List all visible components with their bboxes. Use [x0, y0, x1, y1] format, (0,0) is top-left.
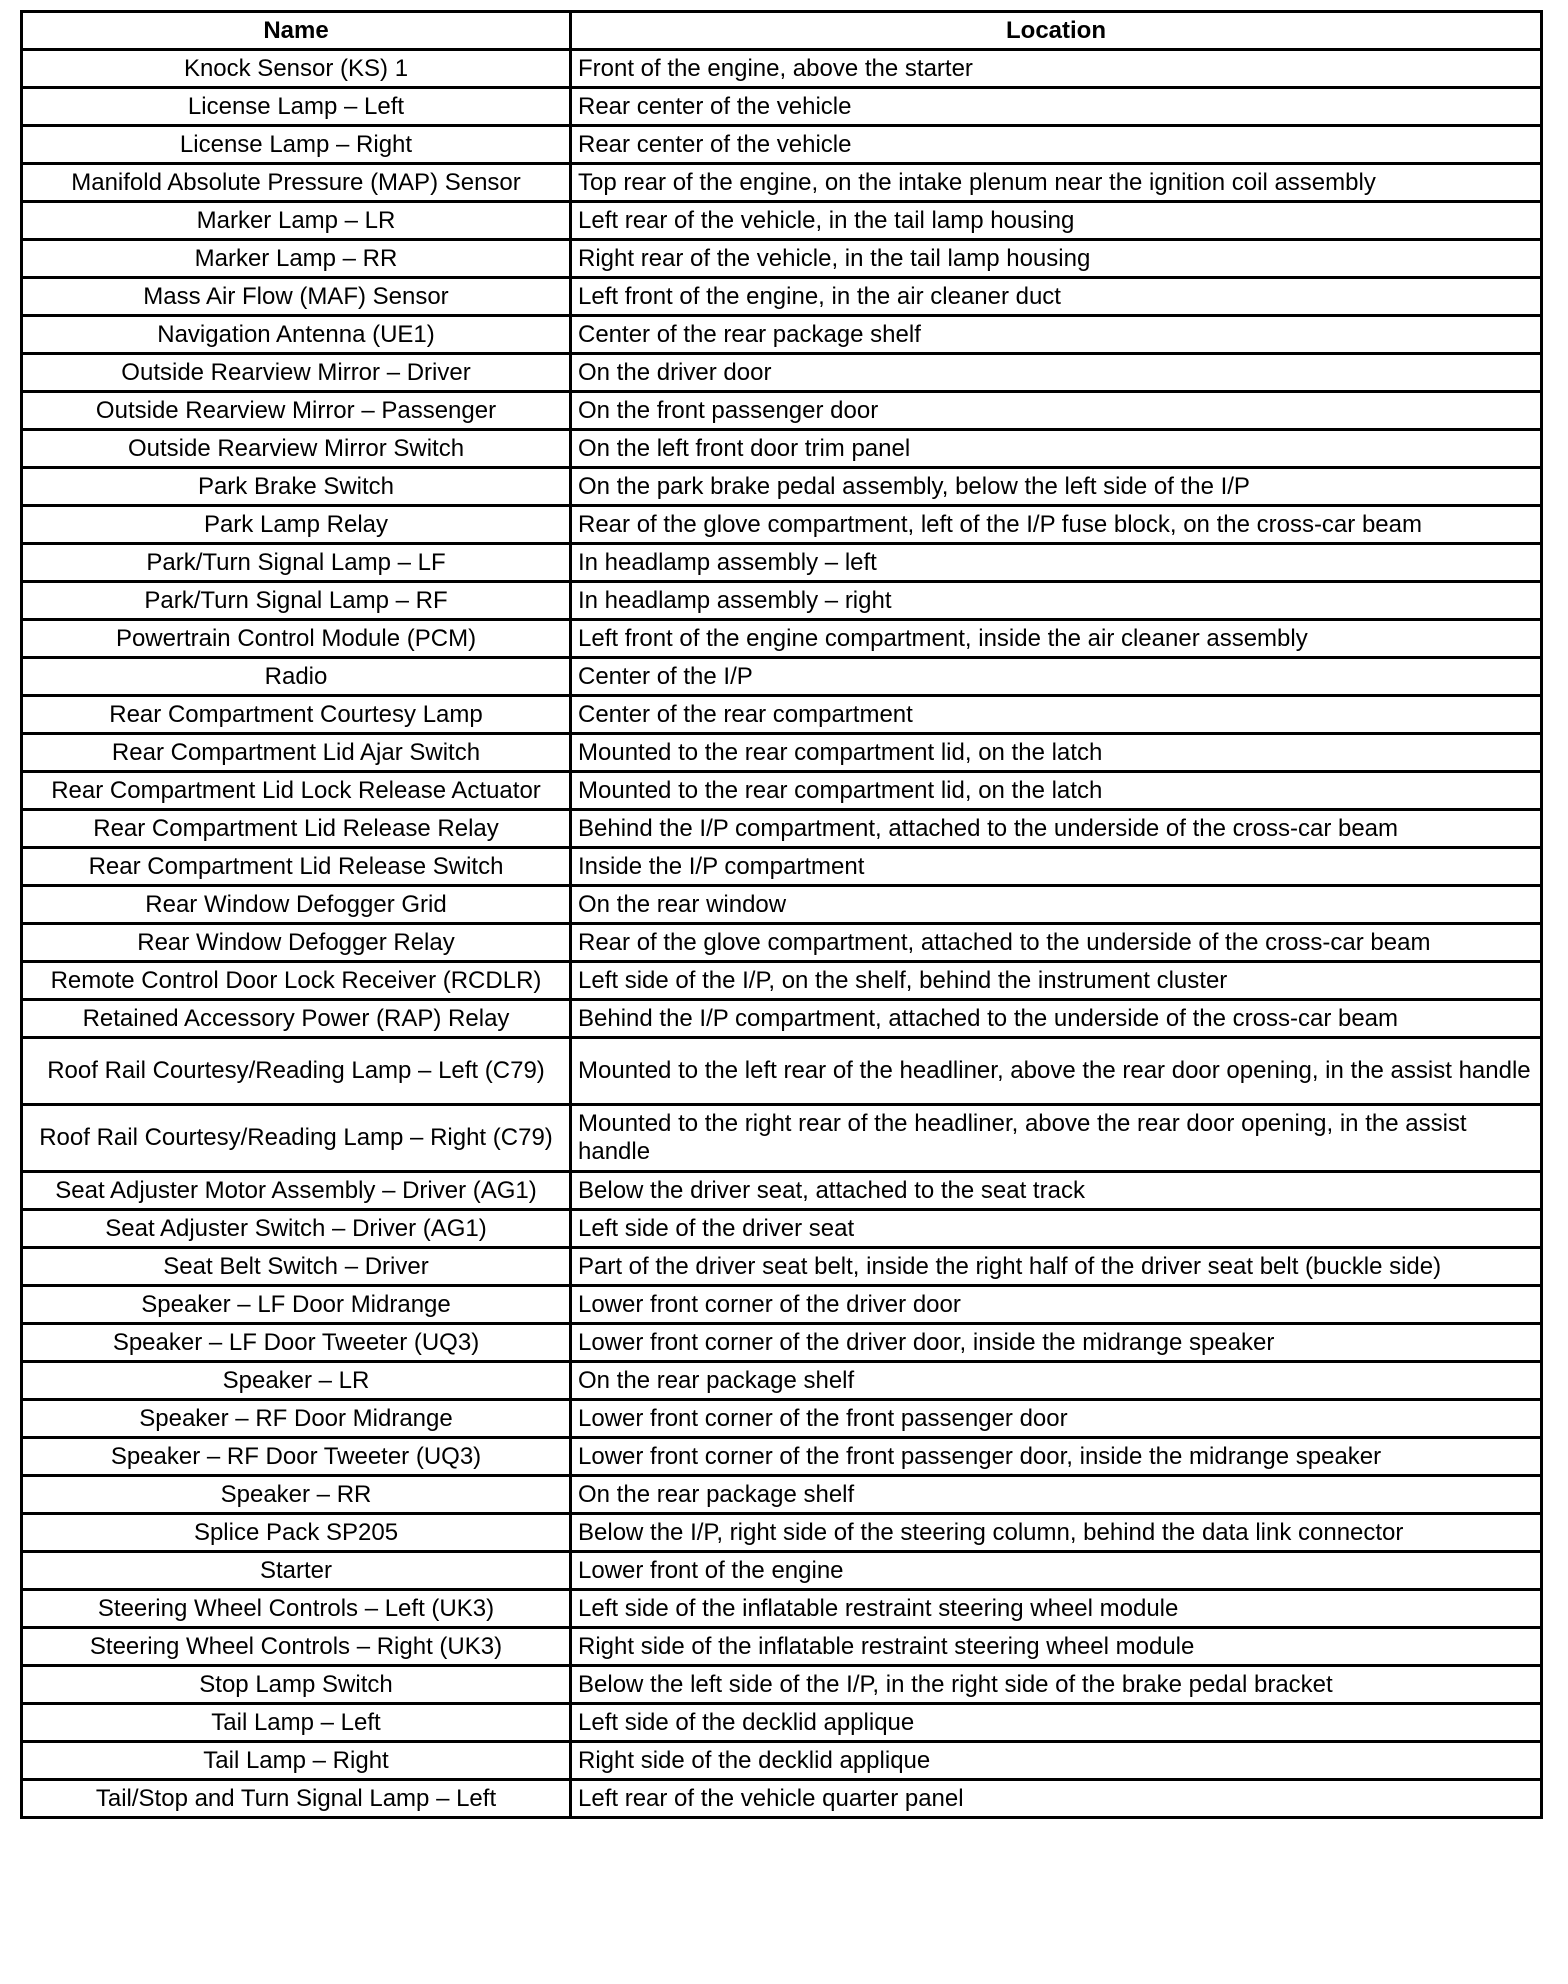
table-row — [22, 430, 1542, 468]
component-location-cell: Mounted to the rear compartment lid, on the latch — [571, 772, 1542, 810]
table-row — [22, 126, 1542, 164]
component-location-cell: Left side of the decklid applique — [571, 1704, 1542, 1742]
component-location-cell: In headlamp assembly – right — [571, 582, 1542, 620]
table-row — [22, 1248, 1542, 1286]
component-name-cell: Tail Lamp – Right — [22, 1742, 571, 1780]
table-row — [22, 772, 1542, 810]
component-location-cell: Mounted to the right rear of the headliner, above the rear door opening, in the assist handle — [571, 1105, 1542, 1172]
table-row — [22, 810, 1542, 848]
component-location-cell: Rear of the glove compartment, left of the I/P fuse block, on the cross-car beam — [571, 506, 1542, 544]
table-row — [22, 1666, 1542, 1704]
table-row — [22, 924, 1542, 962]
component-location-cell: Rear center of the vehicle — [571, 126, 1542, 164]
table-row — [22, 658, 1542, 696]
component-location-cell: Right side of the inflatable restraint steering wheel module — [571, 1628, 1542, 1666]
component-location-cell: On the rear window — [571, 886, 1542, 924]
component-name-cell: Roof Rail Courtesy/Reading Lamp – Left (C79) — [22, 1038, 571, 1105]
table-row — [22, 1704, 1542, 1742]
component-location-cell: On the park brake pedal assembly, below the left side of the I/P — [571, 468, 1542, 506]
component-location-cell: Right rear of the vehicle, in the tail lamp housing — [571, 240, 1542, 278]
component-location-cell: On the rear package shelf — [571, 1362, 1542, 1400]
component-name-cell: Steering Wheel Controls – Left (UK3) — [22, 1590, 571, 1628]
table-row — [22, 848, 1542, 886]
table-row — [22, 1476, 1542, 1514]
table-row — [22, 886, 1542, 924]
component-name-cell: Remote Control Door Lock Receiver (RCDLR) — [22, 962, 571, 1000]
component-name-cell: Rear Compartment Lid Lock Release Actuator — [22, 772, 571, 810]
component-name-cell: Rear Compartment Lid Release Switch — [22, 848, 571, 886]
header-location: Location — [571, 12, 1542, 50]
component-location-cell: On the front passenger door — [571, 392, 1542, 430]
component-location-cell: Left side of the inflatable restraint steering wheel module — [571, 1590, 1542, 1628]
table-row — [22, 316, 1542, 354]
component-location-cell: Left side of the driver seat — [571, 1210, 1542, 1248]
component-name-cell: Rear Window Defogger Grid — [22, 886, 571, 924]
table-row — [22, 164, 1542, 202]
component-location-cell: Center of the rear compartment — [571, 696, 1542, 734]
table-row — [22, 240, 1542, 278]
component-name-cell: Tail Lamp – Left — [22, 1704, 571, 1742]
table-row — [22, 1742, 1542, 1780]
header-name: Name — [22, 12, 571, 50]
component-name-cell: Marker Lamp – RR — [22, 240, 571, 278]
component-location-cell: Front of the engine, above the starter — [571, 50, 1542, 88]
table-row — [22, 202, 1542, 240]
component-location-cell: Lower front corner of the driver door — [571, 1286, 1542, 1324]
table-row — [22, 88, 1542, 126]
component-name-cell: Park Lamp Relay — [22, 506, 571, 544]
table-row — [22, 1038, 1542, 1105]
table-row — [22, 1590, 1542, 1628]
component-location-cell: Lower front corner of the front passenger door — [571, 1400, 1542, 1438]
component-location-cell: Lower front corner of the front passenger door, inside the midrange speaker — [571, 1438, 1542, 1476]
component-name-cell: Radio — [22, 658, 571, 696]
table-row — [22, 278, 1542, 316]
component-name-cell: Outside Rearview Mirror Switch — [22, 430, 571, 468]
component-name-cell: Powertrain Control Module (PCM) — [22, 620, 571, 658]
table-row — [22, 1780, 1542, 1818]
component-name-cell: Seat Adjuster Switch – Driver (AG1) — [22, 1210, 571, 1248]
component-location-cell: Below the driver seat, attached to the seat track — [571, 1172, 1542, 1210]
component-name-cell: Navigation Antenna (UE1) — [22, 316, 571, 354]
component-location-cell: On the left front door trim panel — [571, 430, 1542, 468]
table-row — [22, 1172, 1542, 1210]
table-row — [22, 354, 1542, 392]
component-location-cell: In headlamp assembly – left — [571, 544, 1542, 582]
component-name-cell: Mass Air Flow (MAF) Sensor — [22, 278, 571, 316]
component-location-cell: Left rear of the vehicle, in the tail lamp housing — [571, 202, 1542, 240]
component-location-table — [20, 10, 1543, 1819]
component-location-cell: Left front of the engine, in the air cleaner duct — [571, 278, 1542, 316]
component-location-cell: Below the left side of the I/P, in the right side of the brake pedal bracket — [571, 1666, 1542, 1704]
component-location-cell: Top rear of the engine, on the intake plenum near the ignition coil assembly — [571, 164, 1542, 202]
component-name-cell: Speaker – LF Door Tweeter (UQ3) — [22, 1324, 571, 1362]
table-row — [22, 1362, 1542, 1400]
component-name-cell: Rear Compartment Courtesy Lamp — [22, 696, 571, 734]
component-location-cell: Mounted to the rear compartment lid, on the latch — [571, 734, 1542, 772]
component-name-cell: Speaker – LF Door Midrange — [22, 1286, 571, 1324]
component-location-cell: On the rear package shelf — [571, 1476, 1542, 1514]
component-location-cell: Part of the driver seat belt, inside the right half of the driver seat belt (buckle side) — [571, 1248, 1542, 1286]
table-row — [22, 1105, 1542, 1172]
table-row — [22, 392, 1542, 430]
component-name-cell: Stop Lamp Switch — [22, 1666, 571, 1704]
component-location-cell: Rear of the glove compartment, attached to the underside of the cross-car beam — [571, 924, 1542, 962]
table-row — [22, 696, 1542, 734]
component-location-cell: Left side of the I/P, on the shelf, behind the instrument cluster — [571, 962, 1542, 1000]
table-row — [22, 1552, 1542, 1590]
component-name-cell: Rear Window Defogger Relay — [22, 924, 571, 962]
component-name-cell: Roof Rail Courtesy/Reading Lamp – Right (C79) — [22, 1105, 571, 1172]
component-name-cell: Speaker – RF Door Midrange — [22, 1400, 571, 1438]
component-name-cell: Starter — [22, 1552, 571, 1590]
component-name-cell: Speaker – RF Door Tweeter (UQ3) — [22, 1438, 571, 1476]
component-name-cell: Tail/Stop and Turn Signal Lamp – Left — [22, 1780, 571, 1818]
table-row — [22, 1324, 1542, 1362]
component-name-cell: Speaker – LR — [22, 1362, 571, 1400]
table-row — [22, 544, 1542, 582]
table-row — [22, 1438, 1542, 1476]
component-name-cell: Outside Rearview Mirror – Passenger — [22, 392, 571, 430]
table-row — [22, 1628, 1542, 1666]
component-location-cell: Right side of the decklid applique — [571, 1742, 1542, 1780]
component-name-cell: Park/Turn Signal Lamp – RF — [22, 582, 571, 620]
component-name-cell: Steering Wheel Controls – Right (UK3) — [22, 1628, 571, 1666]
table-row — [22, 1210, 1542, 1248]
component-name-cell: Manifold Absolute Pressure (MAP) Sensor — [22, 164, 571, 202]
component-location-cell: Left rear of the vehicle quarter panel — [571, 1780, 1542, 1818]
component-name-cell: Park/Turn Signal Lamp – LF — [22, 544, 571, 582]
component-name-cell: Outside Rearview Mirror – Driver — [22, 354, 571, 392]
table-row — [22, 1514, 1542, 1552]
component-location-cell: Center of the rear package shelf — [571, 316, 1542, 354]
component-name-cell: Park Brake Switch — [22, 468, 571, 506]
component-location-cell: On the driver door — [571, 354, 1542, 392]
table-body — [22, 50, 1542, 1818]
component-location-cell: Lower front corner of the driver door, inside the midrange speaker — [571, 1324, 1542, 1362]
component-location-cell: Center of the I/P — [571, 658, 1542, 696]
component-name-cell: License Lamp – Right — [22, 126, 571, 164]
table-row — [22, 1000, 1542, 1038]
table-row — [22, 1400, 1542, 1438]
table-row — [22, 582, 1542, 620]
component-name-cell: Retained Accessory Power (RAP) Relay — [22, 1000, 571, 1038]
table-row — [22, 620, 1542, 658]
component-location-cell: Behind the I/P compartment, attached to the underside of the cross-car beam — [571, 810, 1542, 848]
component-name-cell: Splice Pack SP205 — [22, 1514, 571, 1552]
component-name-cell: Seat Belt Switch – Driver — [22, 1248, 571, 1286]
table-row — [22, 734, 1542, 772]
component-name-cell: Speaker – RR — [22, 1476, 571, 1514]
component-location-cell: Below the I/P, right side of the steering column, behind the data link connector — [571, 1514, 1542, 1552]
component-location-cell: Rear center of the vehicle — [571, 88, 1542, 126]
component-location-cell: Behind the I/P compartment, attached to the underside of the cross-car beam — [571, 1000, 1542, 1038]
component-location-cell: Left front of the engine compartment, inside the air cleaner assembly — [571, 620, 1542, 658]
component-location-cell: Lower front of the engine — [571, 1552, 1542, 1590]
component-name-cell: Seat Adjuster Motor Assembly – Driver (AG1) — [22, 1172, 571, 1210]
table-row — [22, 962, 1542, 1000]
component-location-cell: Inside the I/P compartment — [571, 848, 1542, 886]
component-name-cell: Rear Compartment Lid Release Relay — [22, 810, 571, 848]
table-row — [22, 1286, 1542, 1324]
table-row — [22, 506, 1542, 544]
component-name-cell: Marker Lamp – LR — [22, 202, 571, 240]
header-row — [22, 12, 1542, 50]
component-location-cell: Mounted to the left rear of the headliner, above the rear door opening, in the assist handle — [571, 1038, 1542, 1105]
component-name-cell: Rear Compartment Lid Ajar Switch — [22, 734, 571, 772]
component-name-cell: License Lamp – Left — [22, 88, 571, 126]
table-row — [22, 468, 1542, 506]
table-row — [22, 50, 1542, 88]
component-name-cell: Knock Sensor (KS) 1 — [22, 50, 571, 88]
